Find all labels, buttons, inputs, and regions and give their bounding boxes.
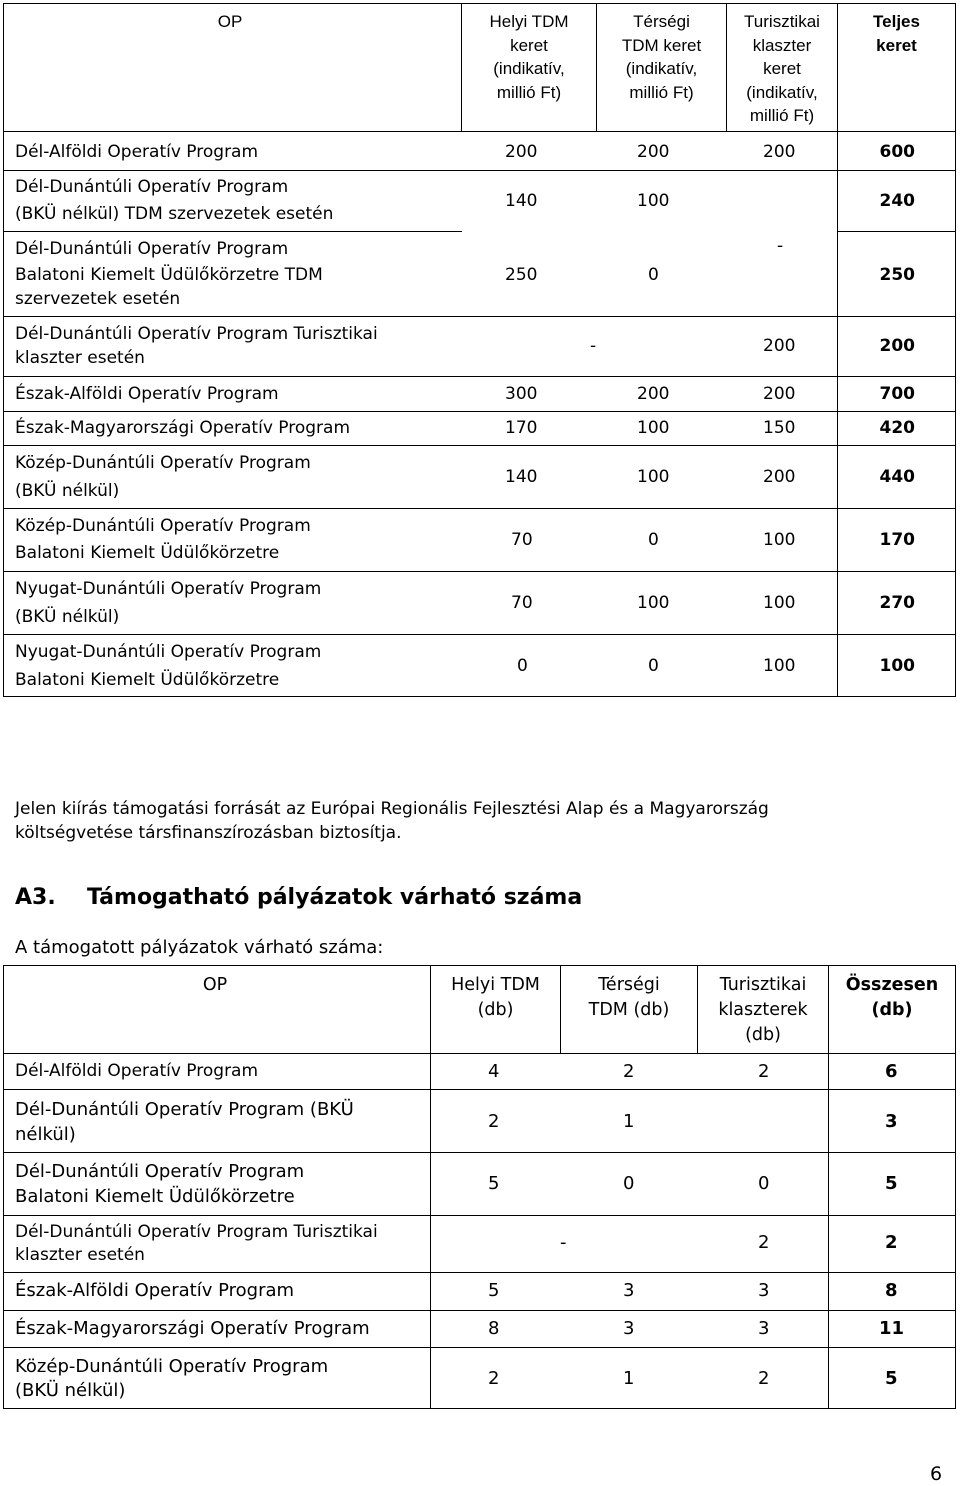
cell-turisztikai: 3 (758, 1280, 770, 1301)
row-op-label: Közép-Dunántúli Operatív Program (15, 453, 311, 473)
table-border (3, 1310, 956, 1311)
row-op-label: Dél-Alföldi Operatív Program (15, 142, 259, 162)
row-op-label: Balatoni Kiemelt Üdülőkörzetre TDM (15, 265, 323, 285)
cell-tersegi: 2 (623, 1061, 635, 1082)
cell-helyi: 170 (505, 418, 538, 438)
cell-helyi: 250 (505, 265, 538, 285)
cell-osszesen: 6 (885, 1061, 898, 1082)
cell-osszesen: 2 (885, 1232, 898, 1253)
row-op-label: Észak-Magyarországi Operatív Program (15, 418, 351, 438)
header-turisztikai-klaszterek: Turisztikai klaszterek (db) (718, 975, 808, 1045)
cell-turisztikai: 100 (763, 656, 796, 676)
cell-teljes: 250 (879, 265, 915, 285)
page-number: 6 (930, 1463, 943, 1485)
row-op-label: klaszter esetén (15, 1245, 145, 1265)
cell-tersegi: 100 (637, 418, 670, 438)
cell-helyi: 4 (488, 1061, 500, 1082)
header-turisztikai-klaszter: Turisztikai klaszter keret (indikatív, millió Ft) (744, 12, 820, 125)
cell-tersegi: 0 (623, 1173, 635, 1194)
cell-turisztikai: 2 (758, 1232, 770, 1253)
cell-helyi: 5 (488, 1173, 500, 1194)
row-op-label: Balatoni Kiemelt Üdülőkörzetre (15, 543, 280, 563)
cell-osszesen: 5 (885, 1173, 898, 1194)
table-border (3, 411, 956, 412)
row-op-label: szervezetek esetén (15, 289, 181, 309)
header-osszesen: Összesen (db) (845, 975, 939, 1020)
table-border (3, 508, 956, 509)
cell-helyi: 2 (488, 1111, 500, 1132)
cell-teljes: 270 (879, 593, 915, 613)
table-border (3, 3, 956, 4)
row-op-label: (BKÜ nélkül) (15, 1380, 126, 1401)
header-tersegi-tdm: Térségi TDM keret (indikatív, millió Ft) (621, 12, 702, 102)
cell-helyi: 2 (488, 1368, 500, 1389)
cell-tersegi: 100 (637, 593, 670, 613)
table-border (3, 571, 956, 572)
cell-teljes: 240 (879, 191, 915, 211)
cell-osszesen: 11 (879, 1318, 905, 1339)
cell-teljes: 440 (879, 467, 915, 487)
cell-helyi: 200 (505, 142, 538, 162)
cell-osszesen: 8 (885, 1280, 898, 1301)
table-border (3, 965, 956, 966)
row-op-label: Észak-Alföldi Operatív Program (15, 1280, 295, 1301)
table-border (3, 1347, 956, 1348)
header-op: OP (217, 12, 243, 31)
row-op-label: Nyugat-Dunántúli Operatív Program (15, 642, 322, 662)
table-border (3, 1152, 956, 1153)
cell-tersegi: 200 (637, 142, 670, 162)
row-op-label: klaszter esetén (15, 348, 145, 368)
cell-teljes: 700 (879, 384, 915, 404)
row-op-label: (BKÜ nélkül) (15, 481, 120, 501)
cell-tersegi: 100 (637, 191, 670, 211)
cell-tersegi: 3 (623, 1318, 635, 1339)
cell-helyi: 5 (488, 1280, 500, 1301)
header-helyi-tdm: Helyi TDM (db) (451, 975, 540, 1020)
table-border (3, 1089, 956, 1090)
table-border (3, 696, 956, 697)
cell-tersegi: 100 (637, 467, 670, 487)
header-op: OP (202, 975, 228, 995)
cell-osszesen: 5 (885, 1368, 898, 1389)
cell-tersegi: 0 (648, 656, 659, 676)
section-title: Támogatható pályázatok várható száma (87, 885, 583, 910)
cell-turisztikai: 200 (763, 336, 796, 356)
table-border (3, 376, 956, 377)
table-border (3, 3, 4, 697)
cell-teljes: 600 (879, 142, 915, 162)
row-op-label: Észak-Alföldi Operatív Program (15, 384, 279, 404)
cell-osszesen: 3 (885, 1111, 898, 1132)
cell-turisztikai: 2 (758, 1061, 770, 1082)
cell-helyi: 140 (505, 467, 538, 487)
cell-tersegi: 0 (648, 530, 659, 550)
cell-tersegi: 3 (623, 1280, 635, 1301)
cell-turisztikai-merged: - (777, 236, 784, 256)
cell-helyi-tersegi-merged: - (560, 1232, 567, 1253)
cell-teljes: 200 (879, 336, 915, 356)
table-border (3, 131, 956, 132)
cell-teljes: 420 (879, 418, 915, 438)
cell-turisztikai: 200 (763, 467, 796, 487)
cell-turisztikai: 2 (758, 1368, 770, 1389)
cell-helyi: 70 (511, 593, 533, 613)
row-op-label: Balatoni Kiemelt Üdülőkörzetre (15, 1186, 295, 1207)
row-op-label: Dél-Alföldi Operatív Program (15, 1061, 259, 1081)
cell-turisztikai: 200 (763, 384, 796, 404)
row-op-label: Észak-Magyarországi Operatív Program (15, 1318, 370, 1339)
cell-turisztikai: 100 (763, 530, 796, 550)
cell-turisztikai: 0 (758, 1173, 770, 1194)
table-border (3, 1215, 956, 1216)
cell-turisztikai: 3 (758, 1318, 770, 1339)
table-border (3, 170, 956, 171)
row-op-label: (BKÜ nélkül) TDM szervezetek esetén (15, 204, 334, 224)
table-border (955, 3, 956, 697)
cell-helyi: 140 (505, 191, 538, 211)
section-number: A3. (15, 885, 56, 910)
cell-turisztikai: 100 (763, 593, 796, 613)
cell-helyi-tersegi-merged: - (590, 336, 597, 356)
row-op-label: Dél-Dunántúli Operatív Program Turisztikai (15, 1222, 378, 1242)
row-op-label: Közép-Dunántúli Operatív Program (15, 1356, 329, 1377)
row-op-label: Dél-Dunántúli Operatív Program (15, 177, 289, 197)
row-op-label: Dél-Dunántúli Operatív Program (15, 239, 289, 259)
cell-helyi: 0 (517, 656, 528, 676)
table-border (3, 1053, 956, 1054)
row-op-label: Dél-Dunántúli Operatív Program (15, 1161, 305, 1182)
row-op-label: (BKÜ nélkül) (15, 607, 120, 627)
header-helyi-tdm: Helyi TDM keret (indikatív, millió Ft) (489, 12, 569, 102)
table-border (3, 1408, 956, 1409)
header-tersegi-tdm: Térségi TDM (db) (588, 975, 670, 1020)
table-border (3, 445, 956, 446)
cell-helyi: 300 (505, 384, 538, 404)
cell-tersegi: 200 (637, 384, 670, 404)
row-op-label: nélkül) (15, 1124, 76, 1145)
row-op-label: Balatoni Kiemelt Üdülőkörzetre (15, 670, 280, 690)
cell-turisztikai: 150 (763, 418, 796, 438)
cell-helyi: 70 (511, 530, 533, 550)
table-border (3, 634, 956, 635)
row-op-label: Dél-Dunántúli Operatív Program Turisztikai (15, 324, 378, 344)
table-border (3, 316, 956, 317)
header-teljes-keret: Teljes keret (873, 12, 920, 55)
cell-teljes: 100 (879, 656, 915, 676)
table-border (3, 965, 4, 1409)
intro-text: A támogatott pályázatok várható száma: (15, 937, 384, 958)
cell-turisztikai: 200 (763, 142, 796, 162)
cell-tersegi: 1 (623, 1368, 635, 1389)
table-border (3, 1272, 956, 1273)
cell-tersegi: 1 (623, 1111, 635, 1132)
table-border (828, 965, 829, 1409)
funding-paragraph: Jelen kiírás támogatási forrását az Európai Regionális Fejlesztési Alap és a Magyarország költségvetése társfinanszírozásban biztosítja. (15, 799, 769, 843)
cell-tersegi: 0 (648, 265, 659, 285)
row-op-label: Közép-Dunántúli Operatív Program (15, 516, 311, 536)
cell-teljes: 170 (879, 530, 915, 550)
row-op-label: Nyugat-Dunántúli Operatív Program (15, 579, 322, 599)
cell-helyi: 8 (488, 1318, 500, 1339)
table-border (3, 231, 462, 232)
row-op-label: Dél-Dunántúli Operatív Program (BKÜ (15, 1099, 354, 1120)
table-border (837, 231, 956, 232)
table-border (430, 965, 431, 1409)
table-border (955, 965, 956, 1409)
